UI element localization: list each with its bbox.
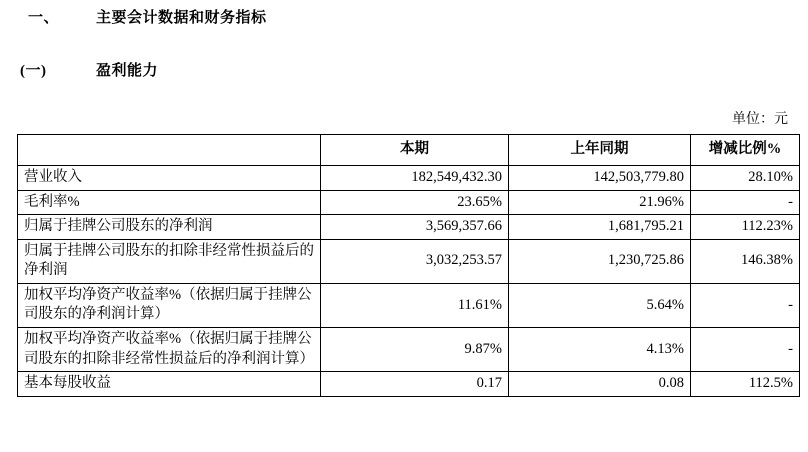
table-row — [18, 327, 800, 371]
row-label: 加权平均净资产收益率%（依据归属于挂牌公司股东的扣除非经常性损益后的净利润计算） — [18, 327, 321, 371]
row-previous: 21.96% — [509, 190, 691, 215]
table-header-previous: 上年同期 — [509, 135, 691, 166]
unit-note: 单位：元 — [732, 112, 788, 127]
row-label: 归属于挂牌公司股东的净利润 — [18, 215, 321, 240]
row-label: 基本每股收益 — [18, 372, 321, 397]
table-row — [18, 372, 800, 397]
table-row — [18, 283, 800, 327]
row-label: 营业收入 — [18, 166, 321, 191]
row-label: 归属于挂牌公司股东的扣除非经常性损益后的净利润 — [18, 239, 321, 283]
table-row — [18, 166, 800, 191]
row-current: 3,032,253.57 — [321, 239, 509, 283]
row-change: - — [691, 190, 800, 215]
row-previous: 142,503,779.80 — [509, 166, 691, 191]
row-current: 9.87% — [321, 327, 509, 371]
subsection-number: (一) — [20, 63, 47, 79]
financial-data-table — [17, 134, 800, 397]
row-current: 182,549,432.30 — [321, 166, 509, 191]
row-previous: 0.08 — [509, 372, 691, 397]
row-label: 毛利率% — [18, 190, 321, 215]
row-change: 28.10% — [691, 166, 800, 191]
section-heading — [28, 6, 798, 27]
table-row — [18, 190, 800, 215]
row-current: 3,569,357.66 — [321, 215, 509, 240]
table-row — [18, 215, 800, 240]
row-previous: 1,681,795.21 — [509, 215, 691, 240]
section-title: 主要会计数据和财务指标 — [96, 10, 267, 26]
table-header-item — [18, 135, 321, 166]
row-previous: 5.64% — [509, 283, 691, 327]
document-page — [0, 6, 808, 452]
row-change: 112.23% — [691, 215, 800, 240]
row-current: 23.65% — [321, 190, 509, 215]
row-previous: 1,230,725.86 — [509, 239, 691, 283]
row-previous: 4.13% — [509, 327, 691, 371]
row-current: 0.17 — [321, 372, 509, 397]
table-header-row — [18, 135, 800, 166]
section-number: 一、 — [28, 10, 60, 26]
table-header-current: 本期 — [321, 135, 509, 166]
row-change: - — [691, 327, 800, 371]
table-header-change: 增减比例% — [691, 135, 800, 166]
row-change: 146.38% — [691, 239, 800, 283]
table-row — [18, 239, 800, 283]
subsection-title: 盈利能力 — [96, 63, 159, 79]
row-current: 11.61% — [321, 283, 509, 327]
row-change: 112.5% — [691, 372, 800, 397]
row-label: 加权平均净资产收益率%（依据归属于挂牌公司股东的净利润计算） — [18, 283, 321, 327]
subsection-heading — [20, 59, 798, 80]
row-change: - — [691, 283, 800, 327]
